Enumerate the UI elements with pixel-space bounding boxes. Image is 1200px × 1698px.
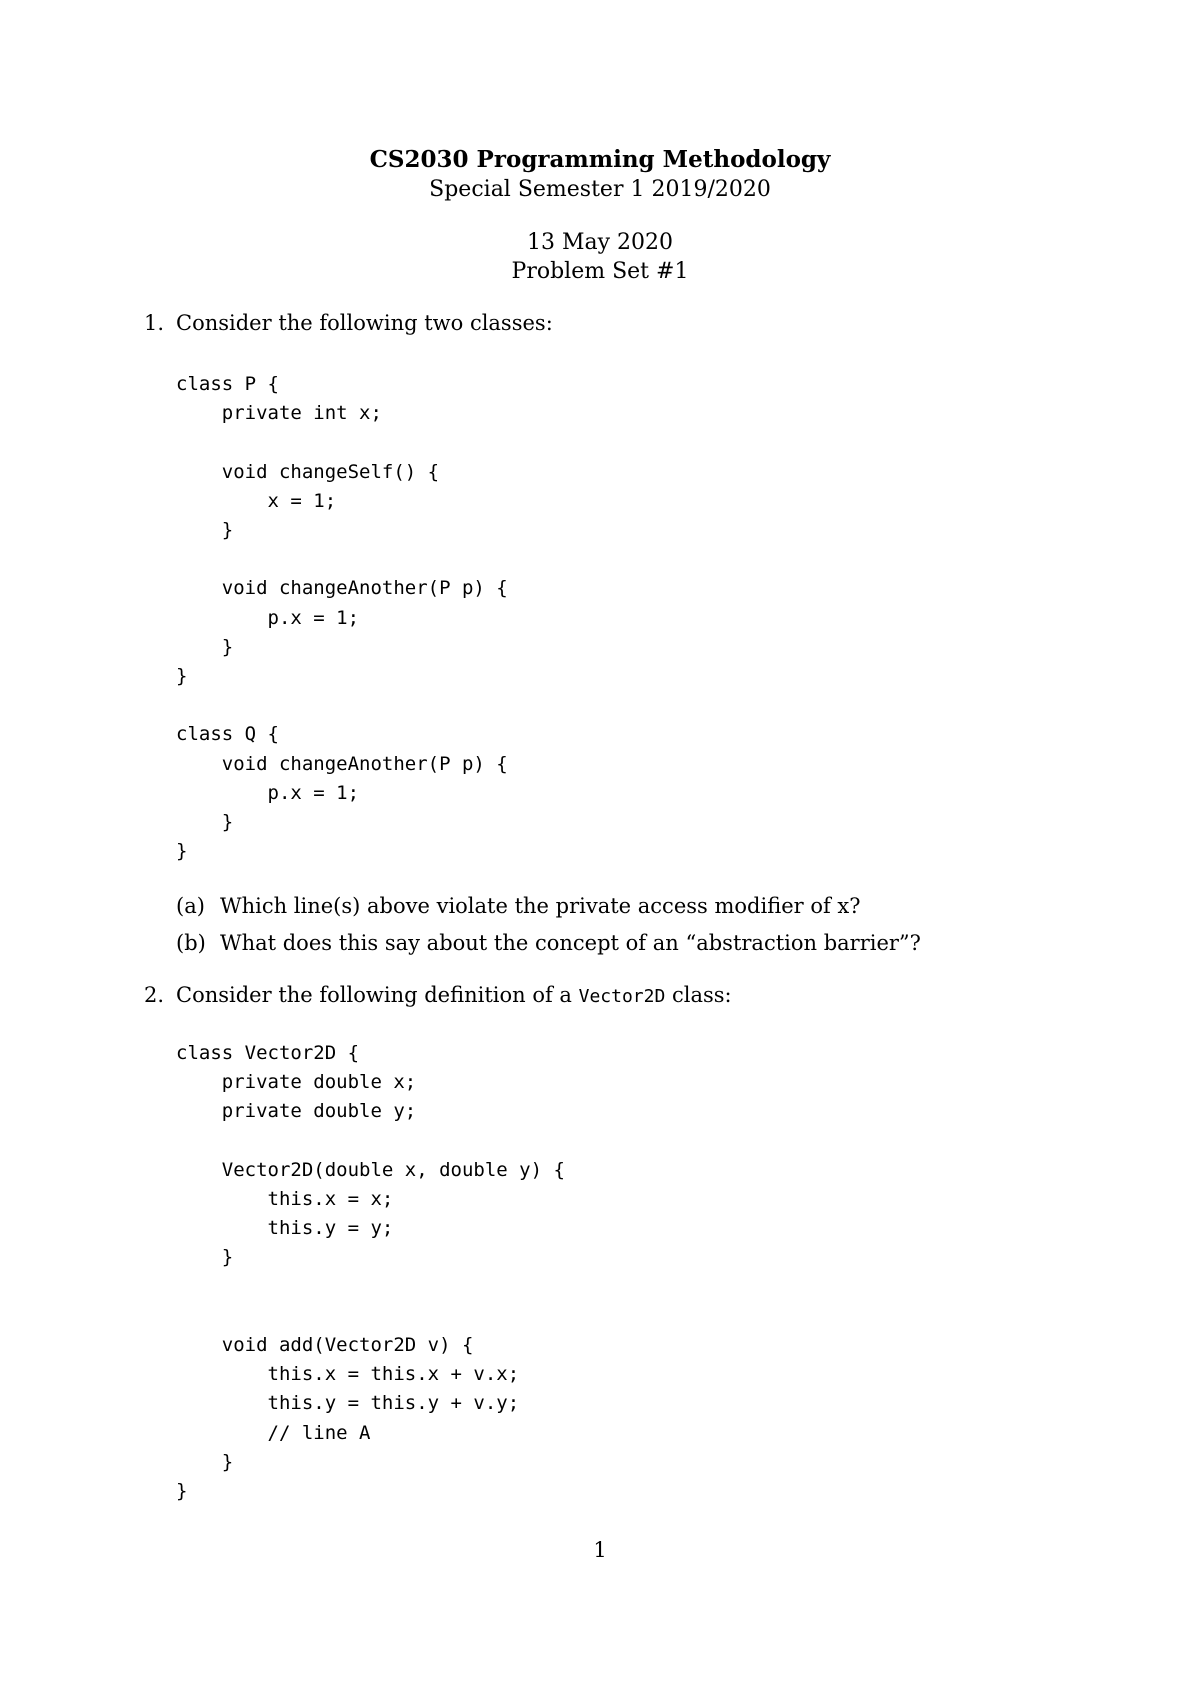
problem-1-code-block: class P { private int x; void changeSelf() { x = 1; } void changeAnother(P p) { p.x = 1; } } class Q { void changeAnother(P p) { p.x = 1; } } [176, 373, 508, 863]
problem-2-class-name: Vector2D [578, 986, 666, 1007]
problem-2-code-block: class Vector2D { private double x; private double y; Vector2D(double x, double y) { this.x = x; this.y = y; } void add(Vector2D v) { this.x = this.x + v.x; this.y = this.y + v.y; // line A } } [176, 1042, 565, 1503]
problem-set-label: Problem Set #1 [511, 259, 689, 284]
subquestion-b-label: (b) [176, 931, 206, 955]
problem-1-intro [144, 309, 553, 337]
subquestion-a-text: Which line(s) above violate the private access modifier of x? [220, 894, 861, 918]
problem-1-subquestion-a [176, 892, 861, 920]
document-subtitle: Special Semester 1 2019/2020 [429, 177, 771, 202]
problem-2-intro [144, 981, 732, 1011]
subquestion-b-text: What does this say about the concept of an “abstraction barrier”? [220, 931, 921, 955]
problem-2-text-before: Consider the following definition of a [176, 983, 579, 1007]
page-number: 1 [593, 1538, 607, 1562]
problem-1-number: 1. [144, 311, 165, 335]
document-date: 13 May 2020 [526, 230, 674, 255]
problem-1-subquestion-b [176, 929, 921, 957]
problem-2-number: 2. [144, 983, 165, 1007]
problem-2-text-after: class: [665, 983, 732, 1007]
subquestion-a-label: (a) [176, 894, 205, 918]
document-title: CS2030 Programming Methodology [369, 146, 831, 173]
problem-1-text: Consider the following two classes: [176, 311, 553, 335]
